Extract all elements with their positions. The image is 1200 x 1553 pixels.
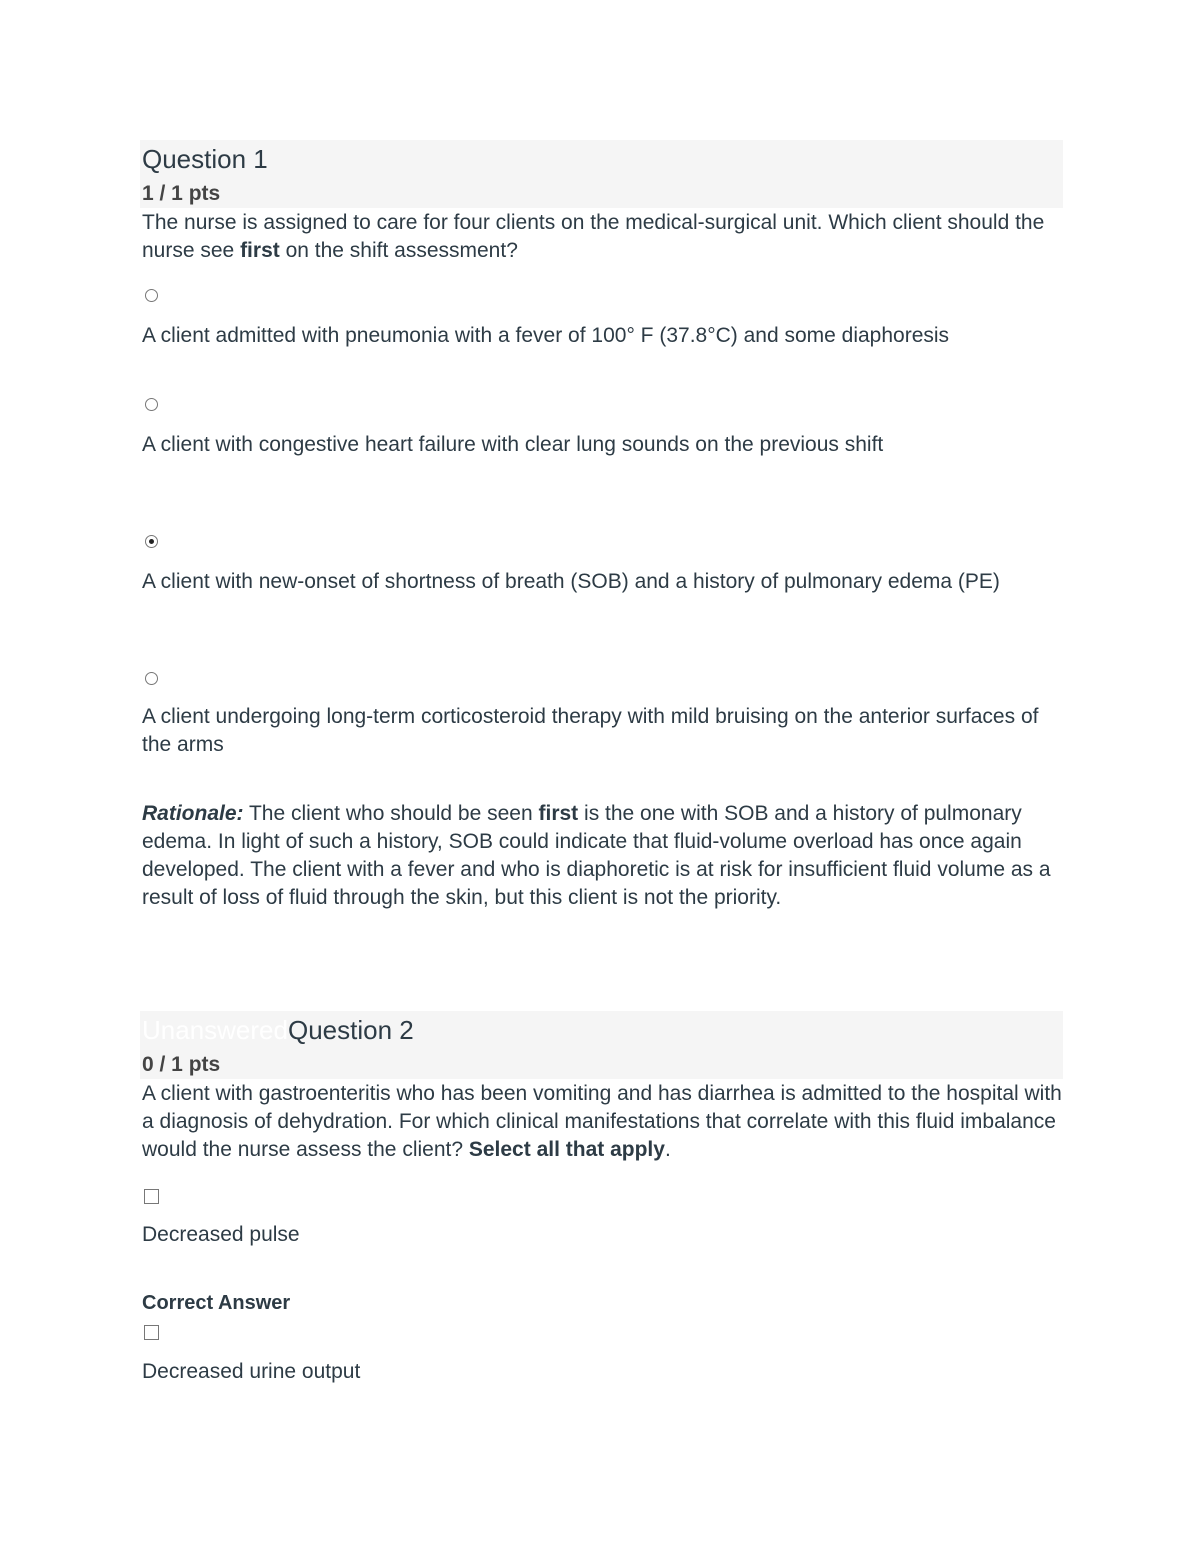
answer-4-radio[interactable]: [145, 672, 158, 685]
question-1-points: 1 / 1 pts: [142, 182, 221, 205]
question-2-prompt: [142, 1080, 1062, 1164]
rationale: [142, 800, 1062, 912]
question-1-prompt-text: The nurse is assigned to care for four clients on the medical-surgical unit. Which client should the nurse see: [142, 211, 1045, 262]
answer-1-text: A client admitted with pneumonia with a fever of 100° F (37.8°C) and some diaphoresis: [142, 324, 950, 347]
answer-3-radio-selected[interactable]: [145, 535, 158, 548]
question-2-prompt-text: A client with gastroenteritis who has been vomiting and has diarrhea is admitted to the hospital with a diagnosis of dehydration. For which clinical manifestations that correlate with this fluid imbalance would the nurse assess the client?: [142, 1082, 1062, 1161]
answer-2-text: A client with congestive heart failure with clear lung sounds on the previous shift: [142, 433, 884, 456]
question-1-title: Question 1: [142, 144, 268, 174]
rationale-text: The client who should be seen: [243, 802, 539, 825]
option-2-text: Decreased urine output: [142, 1360, 361, 1383]
rationale-text-end: is the one with SOB and a history of pulmonary edema. In light of such a history, SOB could indicate that fluid-volume overload has once again developed. The client with a fever and who is diaphoretic is at risk for insufficient fluid volume as a result of loss of fluid through the skin, but this client is not the priority.: [142, 802, 1051, 909]
answer-1-radio[interactable]: [145, 289, 158, 302]
correct-answer-label: Correct Answer: [142, 1292, 291, 1314]
answer-4-text: A client undergoing long-term corticosteroid therapy with mild bruising on the anterior surfaces of the arms: [142, 705, 1039, 756]
question-2-prompt-text-end: .: [664, 1138, 671, 1161]
rationale-label: Rationale:: [142, 802, 244, 825]
question-1-header: [140, 140, 1063, 208]
question-2-prompt-emphasis: Select all that apply: [468, 1138, 665, 1161]
answer-2-radio[interactable]: [145, 398, 158, 411]
option-1-checkbox[interactable]: [144, 1189, 159, 1204]
question-2-points: 0 / 1 pts: [142, 1053, 221, 1076]
question-2-title: Question 2: [287, 1015, 414, 1045]
option-1-text: Decreased pulse: [142, 1223, 300, 1246]
rationale-emphasis: first: [538, 802, 579, 825]
unanswered-status: Unanswered: [142, 1015, 288, 1045]
answer-3-text: A client with new-onset of shortness of breath (SOB) and a history of pulmonary edema (PE): [142, 570, 1000, 593]
question-1-prompt-emphasis: first: [240, 239, 280, 262]
question-1-prompt-text-end: on the shift assessment?: [279, 239, 518, 262]
question-2-title-row: [142, 1014, 414, 1046]
option-2-checkbox[interactable]: [144, 1325, 159, 1340]
question-1-prompt: [142, 209, 1062, 265]
